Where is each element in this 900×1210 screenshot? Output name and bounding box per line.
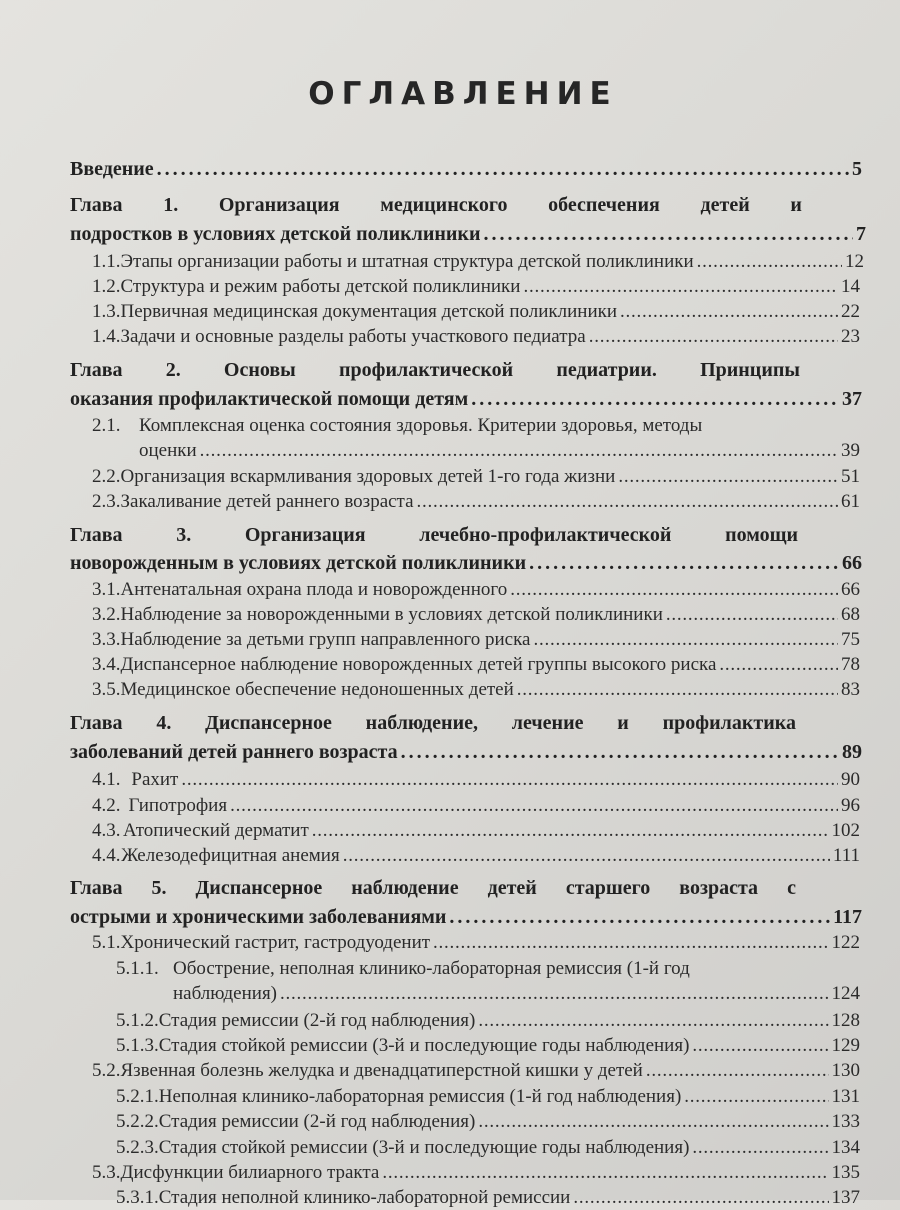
entry-title-continued: наблюдения)	[173, 983, 278, 1004]
entry-page: 68	[841, 604, 860, 625]
section-number: 5.2.1.	[116, 1086, 159, 1107]
entry-page: 89	[842, 741, 862, 763]
toc-entry-5-1-1-line1	[116, 957, 690, 981]
toc-entry-4-4	[92, 844, 860, 868]
entry-page: 122	[831, 932, 860, 953]
section-number: 3.4.	[92, 654, 121, 675]
chapter-4-heading-line1	[70, 711, 796, 735]
chapter-1-heading-line2	[70, 222, 866, 246]
entry-title: Дисфункции билиарного тракта	[120, 1162, 380, 1183]
section-number: 1.3.	[92, 301, 121, 322]
toc-entry-1-4	[92, 325, 860, 349]
dot-leader	[483, 222, 853, 246]
section-number: 5.2.2.	[116, 1111, 159, 1132]
section-number: 5.2.3.	[116, 1137, 159, 1158]
dot-leader	[573, 1186, 828, 1210]
dot-leader	[618, 465, 838, 489]
toc-entry-2-2	[92, 465, 860, 489]
entry-page: 128	[831, 1010, 860, 1031]
dot-leader	[620, 300, 838, 324]
dot-leader	[692, 1136, 828, 1160]
dot-leader	[200, 439, 838, 463]
chapter-word: профилактической	[338, 359, 514, 381]
toc-entry-1-1	[92, 250, 864, 274]
section-number: 1.2.	[92, 276, 121, 297]
dot-leader	[523, 275, 838, 299]
dot-leader	[433, 931, 828, 955]
entry-title: Стадия стойкой ремиссии (3-й и последующие годы наблюдения)	[158, 1035, 690, 1056]
entry-title: Атопический дерматит	[122, 820, 309, 841]
entry-page: 102	[831, 820, 860, 841]
entry-page: 14	[841, 276, 860, 297]
dot-leader	[529, 551, 839, 575]
section-number: 4.1.	[92, 769, 121, 790]
entry-title: Комплексная оценка состояния здоровья. Критерии здоровья, методы	[139, 415, 703, 436]
dot-leader	[478, 1110, 828, 1134]
entry-title: заболеваний детей раннего возраста	[70, 741, 398, 763]
entry-title: Гипотрофия	[128, 795, 228, 816]
section-number: 2.1.	[92, 415, 121, 436]
entry-page: 124	[831, 983, 860, 1004]
chapter-word: профилактика	[662, 712, 796, 734]
entry-title: Антенатальная охрана плода и новорожденного	[120, 579, 508, 600]
toc-entry-3-4	[92, 653, 860, 677]
entry-title: Обострение, неполная клинико-лабораторная ремиссия (1-й год	[173, 958, 690, 979]
dot-leader	[343, 844, 830, 868]
section-number: 2.3.	[92, 491, 121, 512]
entry-title: Медицинское обеспечение недоношенных детей	[120, 679, 514, 700]
toc-entry-4-3	[92, 819, 860, 843]
dot-leader	[312, 819, 829, 843]
entry-title: Первичная медицинская документация детской поликлиники	[120, 301, 618, 322]
section-number: 1.4.	[92, 326, 121, 347]
chapter-word: детей	[487, 877, 537, 899]
section-number: 2.2.	[92, 466, 121, 487]
chapter-word: Основы	[223, 359, 296, 381]
dot-leader	[589, 325, 838, 349]
chapter-word: Глава	[70, 359, 123, 381]
chapter-word: наблюдение,	[365, 712, 478, 734]
dot-leader	[157, 157, 849, 181]
dot-leader	[230, 794, 838, 818]
chapter-word: и	[790, 194, 802, 216]
dot-leader	[697, 250, 842, 274]
section-number: 4.3.	[92, 820, 121, 841]
entry-page: 66	[842, 552, 862, 574]
entry-title: Стадия стойкой ремиссии (3-й и последующие годы наблюдения)	[158, 1137, 690, 1158]
chapter-word: детей	[700, 194, 750, 216]
entry-title: Хронический гастрит, гастродуоденит	[120, 932, 431, 953]
section-number: 1.1.	[92, 251, 121, 272]
entry-page: 90	[841, 769, 860, 790]
dot-leader	[719, 653, 838, 677]
chapter-word: лечебно-профилактической	[419, 524, 672, 546]
toc-entry-2-1-line1	[92, 414, 702, 438]
entry-title: Рахит	[131, 769, 179, 790]
section-number: 5.1.	[92, 932, 121, 953]
entry-page: 111	[832, 845, 860, 866]
chapter-word: Принципы	[700, 359, 800, 381]
toc-entry-5-2-3	[116, 1136, 860, 1160]
entry-title: Диспансерное наблюдение новорожденных детей группы высокого риска	[120, 654, 717, 675]
toc-entry-5-2-2	[116, 1110, 860, 1134]
chapter-5-heading-line1	[70, 876, 796, 900]
toc-entry-5-1-1-line2	[173, 982, 860, 1006]
dot-leader	[692, 1034, 828, 1058]
entry-page: 23	[841, 326, 860, 347]
dot-leader	[666, 603, 838, 627]
entry-title: острыми и хроническими заболеваниями	[70, 906, 447, 928]
entry-page: 83	[841, 679, 860, 700]
entry-title: Железодефицитная анемия	[121, 845, 340, 866]
section-number: 4.4.	[92, 845, 121, 866]
entry-title: Неполная клинико-лабораторная ремиссия (1-й год наблюдения)	[158, 1086, 682, 1107]
toc-entry-5-1-3	[116, 1034, 860, 1058]
section-number: 3.3.	[92, 629, 121, 650]
entry-page: 137	[831, 1187, 860, 1208]
toc-entry-5-2-1	[116, 1085, 860, 1109]
toc-entry-4-1	[92, 768, 860, 792]
dot-leader	[478, 1009, 828, 1033]
entry-page: 37	[842, 388, 862, 410]
entry-page: 22	[841, 301, 860, 322]
section-number: 5.1.3.	[116, 1035, 159, 1056]
chapter-word: Глава	[70, 877, 123, 899]
entry-title: новорожденным в условиях детской поликлиники	[70, 552, 527, 574]
toc-entry-2-3	[92, 490, 860, 514]
toc-entry-4-2	[92, 794, 860, 818]
chapter-word: медицинского	[380, 194, 508, 216]
toc-entry-1-3	[92, 300, 860, 324]
entry-page: 7	[856, 223, 866, 245]
entry-title: Стадия ремиссии (2-й год наблюдения)	[158, 1111, 476, 1132]
chapter-3-heading-line2	[70, 551, 862, 575]
entry-title: Структура и режим работы детской поликлиники	[120, 276, 521, 297]
dot-leader	[510, 578, 838, 602]
chapter-word: и	[617, 712, 629, 734]
section-number: 5.1.2.	[116, 1010, 159, 1031]
chapter-word: обеспечения	[548, 194, 660, 216]
chapter-word: возраста	[679, 877, 759, 899]
chapter-word: Глава	[70, 194, 123, 216]
chapter-5-heading-line2	[70, 905, 862, 929]
entry-title: Этапы организации работы и штатная структура детской поликлиники	[120, 251, 694, 272]
page-heading: ОГЛАВЛЕНИЕ	[308, 76, 618, 112]
entry-page: 134	[831, 1137, 860, 1158]
toc-entry-5-3	[92, 1161, 860, 1185]
chapter-word: Диспансерное	[195, 877, 323, 899]
entry-page: 75	[841, 629, 860, 650]
toc-entry-2-1-line2	[139, 439, 860, 463]
toc-entry-introduction	[70, 157, 862, 181]
toc-entry-5-1-2	[116, 1009, 860, 1033]
dot-leader	[280, 982, 828, 1006]
chapter-word: 2.	[165, 359, 181, 381]
section-number: 5.1.1.	[116, 958, 159, 979]
entry-page: 135	[831, 1162, 860, 1183]
chapter-word: Организация	[244, 524, 366, 546]
entry-title: Язвенная болезнь желудка и двенадцатиперстной кишки у детей	[120, 1060, 643, 1081]
chapter-word: 1.	[163, 194, 179, 216]
entry-title: Задачи и основные разделы работы участкового педиатра	[120, 326, 586, 347]
dot-leader	[517, 678, 838, 702]
chapter-word: лечение	[511, 712, 584, 734]
chapter-3-heading-line1	[70, 523, 798, 547]
entry-page: 78	[841, 654, 860, 675]
section-number: 5.3.1.	[116, 1187, 159, 1208]
toc-entry-3-3	[92, 628, 860, 652]
chapter-2-heading-line2	[70, 387, 862, 411]
dot-leader	[401, 740, 839, 764]
section-number: 5.3.	[92, 1162, 121, 1183]
section-number: 4.2.	[92, 795, 121, 816]
entry-page: 130	[831, 1060, 860, 1081]
section-number: 3.1.	[92, 579, 121, 600]
chapter-word: Глава	[70, 712, 123, 734]
toc-entry-5-1	[92, 931, 860, 955]
chapter-word: 3.	[176, 524, 192, 546]
chapter-word: наблюдение	[351, 877, 459, 899]
section-number: 5.2.	[92, 1060, 121, 1081]
section-number: 3.2.	[92, 604, 121, 625]
chapter-word: педиатрии.	[556, 359, 657, 381]
chapter-2-heading-line1	[70, 358, 800, 382]
entry-page: 131	[831, 1086, 860, 1107]
chapter-word: Диспансерное	[205, 712, 332, 734]
entry-title: подростков в условиях детской поликлиники	[70, 223, 481, 245]
entry-page: 133	[831, 1111, 860, 1132]
entry-page: 117	[833, 906, 862, 928]
dot-leader	[533, 628, 838, 652]
dot-leader	[449, 905, 830, 929]
chapter-word: 4.	[156, 712, 172, 734]
chapter-word: 5.	[151, 877, 167, 899]
entry-page: 12	[845, 251, 864, 272]
dot-leader	[471, 387, 839, 411]
chapter-word: старшего	[565, 877, 651, 899]
entry-title: Закаливание детей раннего возраста	[120, 491, 414, 512]
entry-page: 39	[841, 440, 860, 461]
chapter-word: помощи	[725, 524, 798, 546]
dot-leader	[646, 1059, 829, 1083]
chapter-1-heading-line1	[70, 193, 802, 217]
entry-page: 51	[841, 466, 860, 487]
entry-page: 96	[841, 795, 860, 816]
dot-leader	[181, 768, 838, 792]
toc-entry-5-2	[92, 1059, 860, 1083]
entry-title: Организация вскармливания здоровых детей 1-го года жизни	[120, 466, 616, 487]
section-number: 3.5.	[92, 679, 121, 700]
entry-page: 61	[841, 491, 860, 512]
chapter-word: с	[787, 877, 796, 899]
entry-page: 129	[831, 1035, 860, 1056]
entry-title: оказания профилактической помощи детям	[70, 388, 469, 410]
toc-entry-3-2	[92, 603, 860, 627]
entry-title-continued: оценки	[139, 440, 197, 461]
toc-entry-3-1	[92, 578, 860, 602]
dot-leader	[684, 1085, 828, 1109]
entry-title: Введение	[70, 158, 154, 180]
chapter-word: Организация	[218, 194, 340, 216]
entry-title: Стадия ремиссии (2-й год наблюдения)	[158, 1010, 476, 1031]
toc-entry-5-3-1	[116, 1186, 860, 1210]
entry-page: 5	[852, 158, 862, 180]
toc-entry-1-2	[92, 275, 860, 299]
entry-title: Наблюдение за новорожденными в условиях детской поликлиники	[120, 604, 663, 625]
dot-leader	[417, 490, 838, 514]
entry-title: Наблюдение за детьми групп направленного риска	[120, 629, 531, 650]
chapter-4-heading-line2	[70, 740, 862, 764]
entry-title: Стадия неполной клинико-лабораторной ремиссии	[158, 1187, 571, 1208]
chapter-word: Глава	[70, 524, 123, 546]
entry-page: 66	[841, 579, 860, 600]
toc-entry-3-5	[92, 678, 860, 702]
dot-leader	[382, 1161, 828, 1185]
